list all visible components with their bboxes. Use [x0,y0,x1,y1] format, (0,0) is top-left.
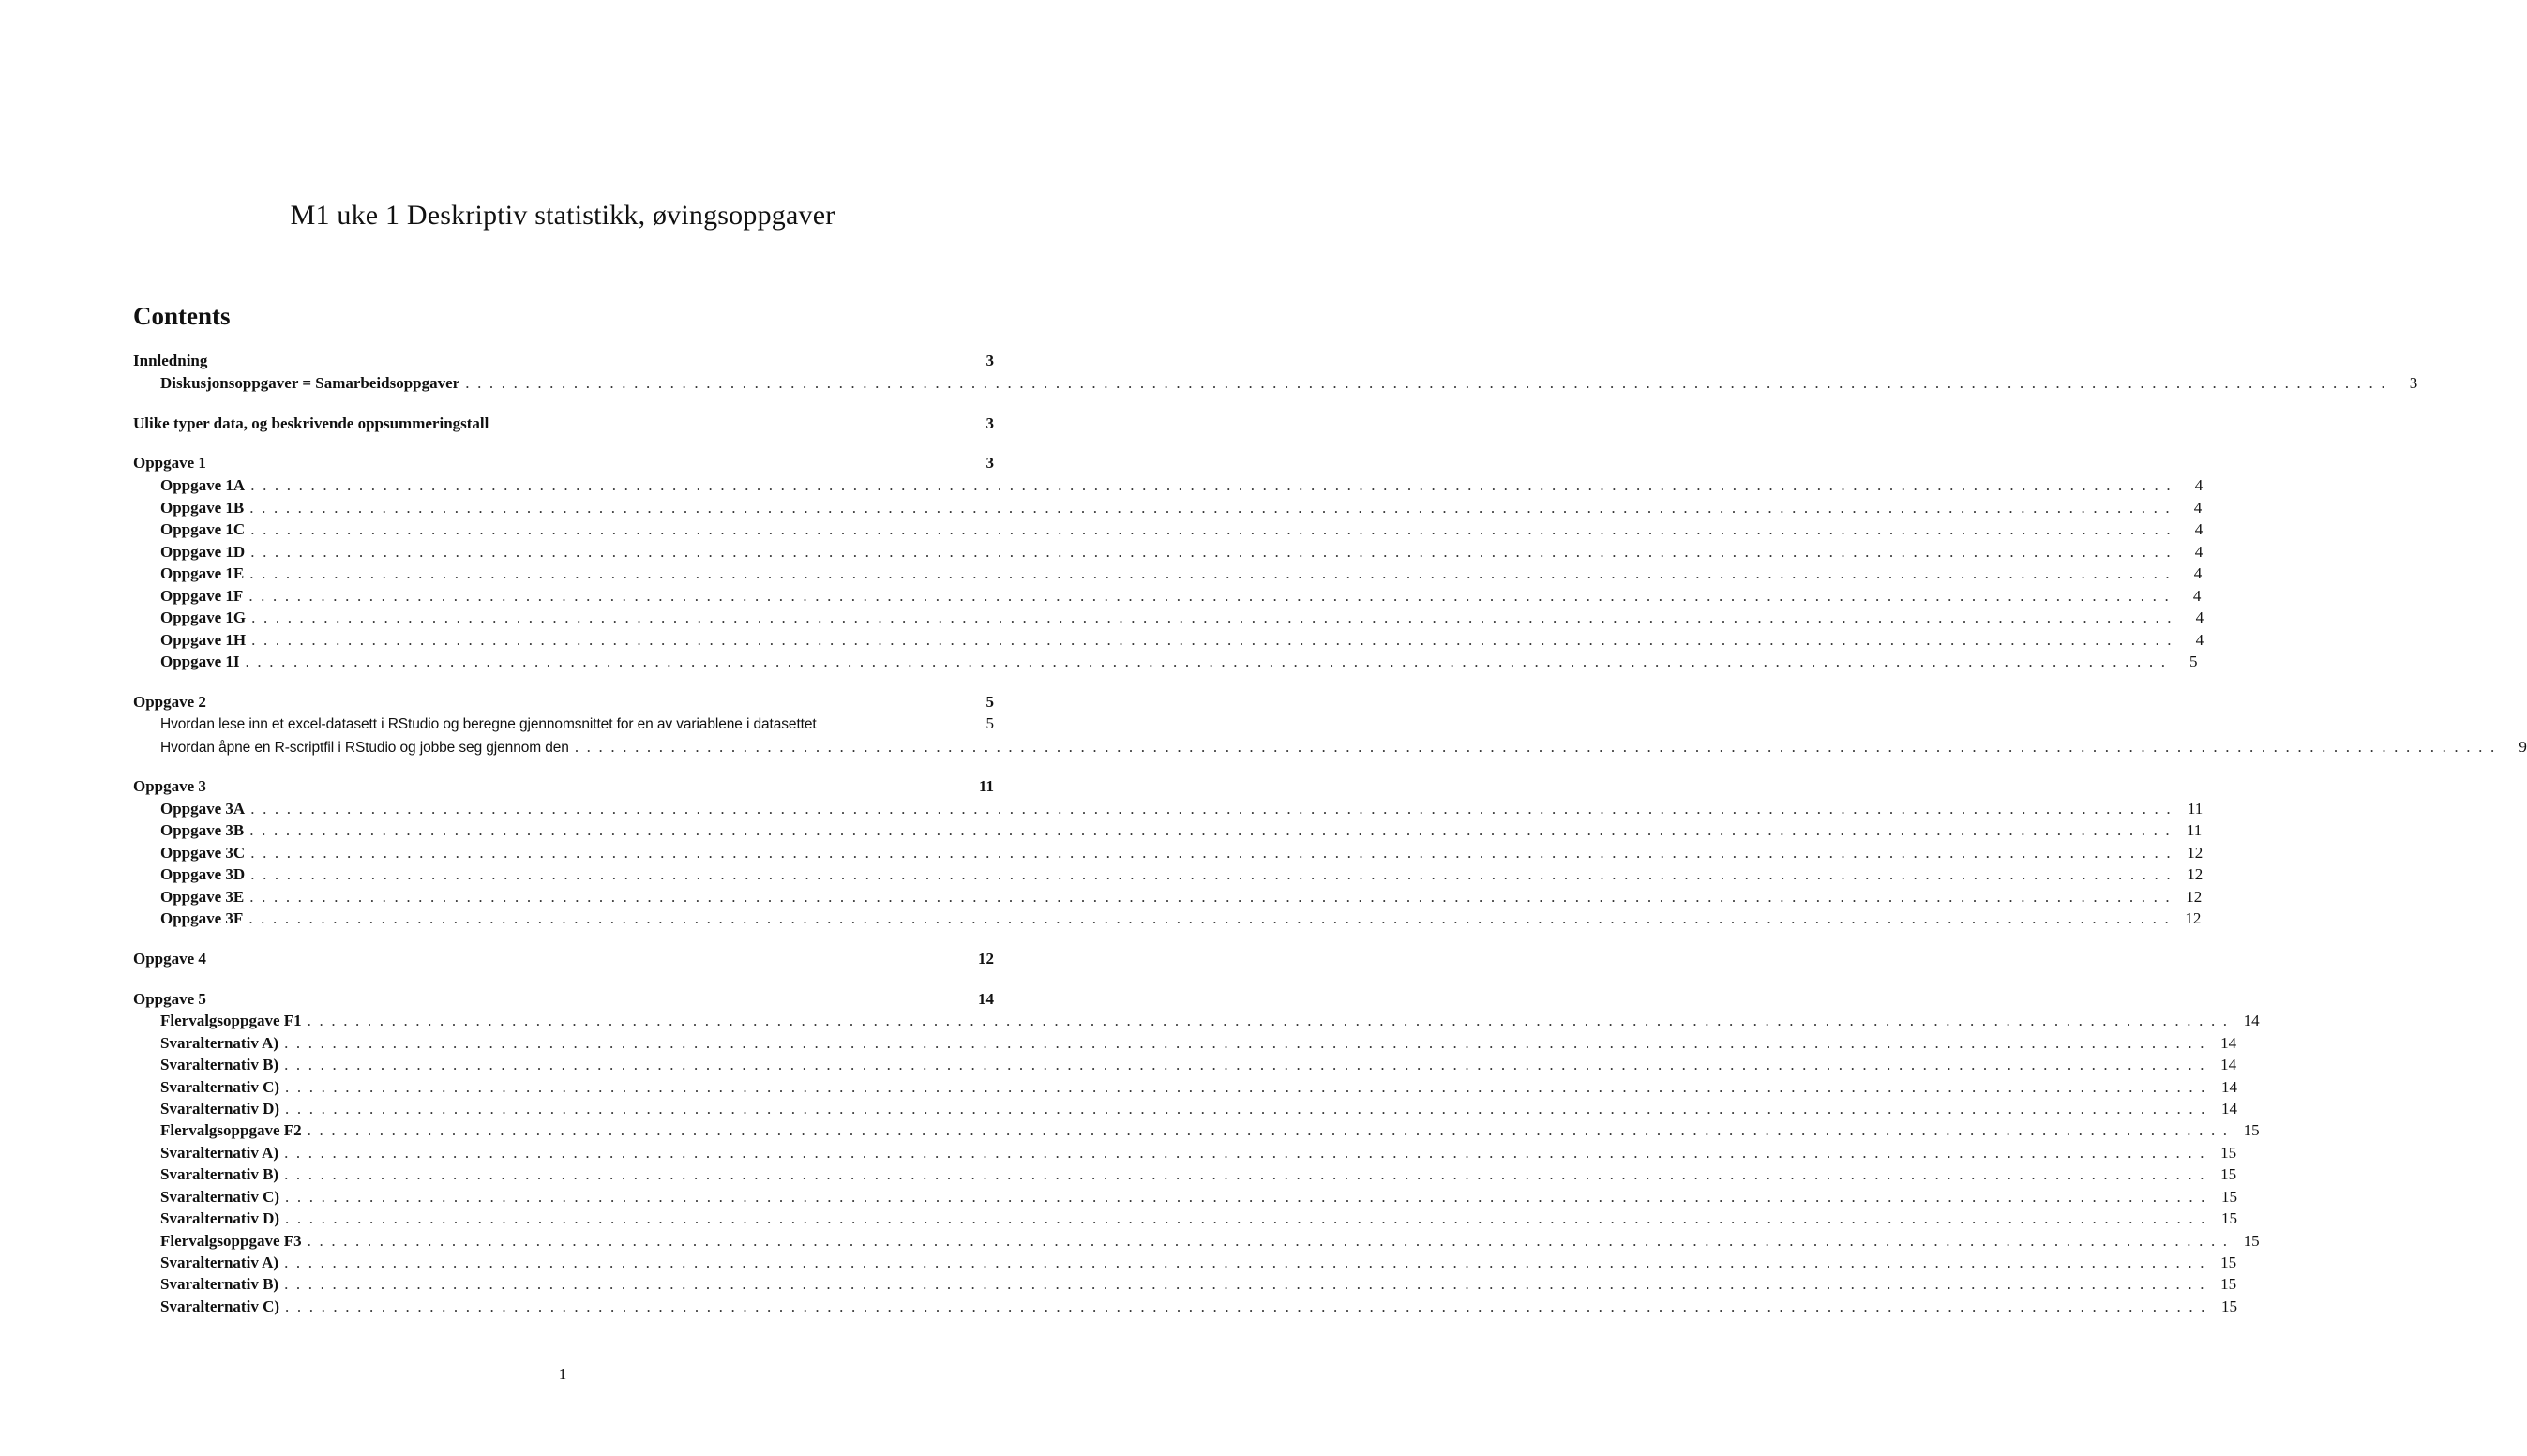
toc-entry-label: Oppgave 1D [160,543,246,561]
toc-dot-leader: ................................................................................................................................................................ [285,1209,2214,1227]
toc-entry-label: Oppgave 1F [160,587,244,605]
toc-entry-label: Svaralternativ D) [160,1100,280,1118]
toc-subsection [133,737,2527,758]
toc-page-number: 11 [2186,821,2203,839]
toc-dot-leader: ................................................................................................................................................................ [284,1144,2213,1162]
toc-dot-leader: ................................................................................................................................................................ [285,1188,2214,1206]
toc-page-number: 15 [2243,1121,2260,1139]
toc-entry-label: Flervalgsoppgave F1 [160,1012,302,1029]
toc-page-number: 4 [2193,564,2203,582]
toc-subsection [133,843,2204,863]
toc-section [133,692,994,713]
toc-entry-label: Oppgave 3D [160,865,246,883]
toc-subsection [133,864,2204,885]
toc-entry-label: Oppgave 3B [160,821,245,839]
toc-page-number: 14 [2220,1056,2237,1073]
toc-page-number: 14 [2221,1100,2238,1118]
toc-page-number: 4 [2195,631,2204,649]
toc-page-number: 15 [2221,1188,2238,1206]
toc-page-number: 5 [985,693,994,711]
toc-subsection [133,820,2203,841]
toc-subsection [133,373,2418,394]
toc-dot-leader: ................................................................................................................................................................ [250,865,2179,883]
toc-section [133,989,994,1010]
toc-dot-leader: ................................................................................................................................................................ [285,1100,2214,1118]
toc-subsection [133,652,2198,672]
toc-entry-label: Diskusjonsoppgaver = Samarbeidsoppgaver [160,374,460,392]
page-number: 1 [558,1365,567,1383]
toc-page-number: 4 [2194,476,2204,494]
toc-dot-leader: ................................................................................................................................................................ [248,909,2177,927]
toc-subsection [133,519,2204,540]
toc-section [133,351,994,371]
toc-dot-leader: ................................................................................................................................................................ [284,1275,2213,1293]
toc-subsection [133,1143,2237,1163]
toc-subsection [133,586,2202,607]
toc-subsection [133,1231,2260,1252]
toc-page-number: 15 [2243,1232,2260,1250]
toc-subsection [133,1055,2237,1075]
contents-heading: Contents [133,302,231,330]
toc-subsection [133,630,2204,651]
toc-page-number: 15 [2220,1253,2237,1271]
toc-entry-label: Oppgave 1 [133,454,206,472]
toc-dot-leader: ................................................................................................................................................................ [284,1034,2213,1052]
toc-subsection [133,1011,2260,1031]
toc-section [133,949,994,969]
toc-page-number: 12 [2187,865,2204,883]
toc-subsection [133,1187,2238,1208]
toc-entry-label: Oppgave 3A [160,800,246,818]
toc-page-number: 5 [985,714,994,732]
toc-page-number: 14 [2221,1078,2238,1096]
toc-dot-leader: ................................................................................................................................................................ [250,476,2179,494]
toc-dot-leader: ................................................................................................................................................................ [249,499,2178,517]
toc-entry-label: Svaralternativ C) [160,1188,280,1206]
toc-entry-label: Oppgave 1H [160,631,247,649]
toc-subsection [133,799,2204,819]
toc-dot-leader: ................................................................................................................................................................ [249,888,2178,906]
document-title: M1 uke 1 Deskriptiv statistikk, øvingsoppgaver [290,200,835,231]
toc-dot-leader: ................................................................................................................................................................ [307,1121,2235,1139]
toc-entry-label: Svaralternativ A) [160,1253,279,1271]
toc-subsection [133,498,2203,518]
toc-entry-label: Hvordan lese inn et excel-datasett i RStudio og beregne gjennomsnittet for en av variablene i datasettet [160,716,817,732]
toc-subsection [133,1208,2238,1229]
toc-dot-leader: ................................................................................................................................................................ [574,738,2503,756]
toc-page-number: 11 [978,777,994,795]
toc-dot-leader: ................................................................................................................................................................ [248,587,2177,605]
toc-entry-label: Oppgave 3E [160,888,245,906]
toc-entry-label: Svaralternativ A) [160,1034,279,1052]
toc-page-number: 11 [2187,800,2204,818]
toc-entry-label: Ulike typer data, og beskrivende oppsummeringstall [133,414,489,432]
toc-page-number: 3 [985,414,994,432]
toc-page-number: 4 [2193,499,2203,517]
toc-entry-label: Oppgave 1C [160,520,246,538]
toc-page-number: 15 [2220,1144,2237,1162]
toc-dot-leader: ................................................................................................................................................................ [251,608,2180,626]
toc-subsection [133,1033,2237,1054]
toc-dot-leader: ................................................................................................................................................................ [250,520,2179,538]
toc-section [133,776,994,797]
toc-entry-label: Oppgave 1G [160,608,247,626]
toc-page-number: 3 [985,352,994,369]
toc-entry-label: Oppgave 4 [133,950,206,968]
toc-entry-label: Svaralternativ B) [160,1056,279,1073]
toc-entry-label: Oppgave 2 [133,693,206,711]
toc-page-number: 4 [2194,543,2204,561]
toc-section [133,453,994,473]
toc-page-number: 15 [2221,1298,2238,1315]
toc-page-number: 4 [2192,587,2202,605]
toc-entry-label: Oppgave 3 [133,777,206,795]
toc-subsection [133,475,2204,496]
toc-page-number: 12 [2186,888,2203,906]
toc-page-number: 14 [2243,1012,2260,1029]
toc-subsection [133,1099,2238,1119]
toc-entry-label: Oppgave 3C [160,844,246,862]
toc-entry-label: Hvordan åpne en R-scriptfil i RStudio og jobbe seg gjennom den [160,740,569,756]
toc-page-number: 15 [2220,1275,2237,1293]
toc-dot-leader: ................................................................................................................................................................ [245,653,2174,670]
toc-subsection [133,542,2204,563]
toc-entry-label: Oppgave 1I [160,653,240,670]
toc-subsection [133,608,2204,628]
toc-subsection [133,713,994,734]
toc-subsection [133,1077,2238,1098]
toc-entry-label: Oppgave 1E [160,564,245,582]
toc-dot-leader: ................................................................................................................................................................ [307,1232,2235,1250]
toc-dot-leader: ................................................................................................................................................................ [250,543,2179,561]
toc-page-number: 12 [978,950,994,968]
toc-dot-leader: ................................................................................................................................................................ [285,1078,2214,1096]
toc-page-number: 3 [2409,374,2418,392]
toc-entry-label: Innledning [133,352,208,369]
toc-dot-leader: ................................................................................................................................................................ [250,844,2179,862]
toc-entry-label: Svaralternativ D) [160,1209,280,1227]
toc-subsection [133,908,2202,929]
toc-subsection [133,1120,2260,1141]
toc-dot-leader: ................................................................................................................................................................ [284,1056,2213,1073]
toc-subsection [133,563,2203,584]
toc-page-number: 14 [2220,1034,2237,1052]
toc-subsection [133,1274,2237,1295]
toc-entry-label: Oppgave 1A [160,476,246,494]
toc-page-number: 14 [978,990,994,1008]
toc-entry-label: Oppgave 3F [160,909,244,927]
toc-dot-leader: ................................................................................................................................................................ [284,1253,2213,1271]
toc-dot-leader: ................................................................................................................................................................ [465,374,2394,392]
toc-dot-leader: ................................................................................................................................................................ [284,1165,2213,1183]
toc-subsection [133,887,2203,908]
toc-entry-label: Oppgave 1B [160,499,245,517]
toc-entry-label: Oppgave 5 [133,990,206,1008]
toc-page-number: 9 [2519,738,2527,756]
toc-page-number: 12 [2187,844,2204,862]
toc-dot-leader: ................................................................................................................................................................ [251,631,2180,649]
toc-page-number: 4 [2195,608,2204,626]
toc-dot-leader: ................................................................................................................................................................ [307,1012,2235,1029]
toc-page-number: 12 [2185,909,2202,927]
toc-section [133,413,994,434]
toc-subsection [133,1297,2238,1317]
toc-entry-label: Svaralternativ C) [160,1298,280,1315]
toc-page-number: 4 [2194,520,2204,538]
toc-entry-label: Svaralternativ C) [160,1078,280,1096]
toc-page-number: 15 [2221,1209,2238,1227]
toc-page-number: 5 [2189,653,2198,670]
toc-dot-leader: ................................................................................................................................................................ [250,800,2179,818]
toc-subsection [133,1253,2237,1273]
toc-page-number: 3 [985,454,994,472]
toc-entry-label: Flervalgsoppgave F2 [160,1121,302,1139]
toc-dot-leader: ................................................................................................................................................................ [249,564,2178,582]
toc-page-number: 15 [2220,1165,2237,1183]
toc-dot-leader: ................................................................................................................................................................ [285,1298,2214,1315]
toc-dot-leader: ................................................................................................................................................................ [249,821,2178,839]
toc-entry-label: Svaralternativ B) [160,1275,279,1293]
toc-entry-label: Flervalgsoppgave F3 [160,1232,302,1250]
toc-subsection [133,1164,2237,1185]
toc-entry-label: Svaralternativ B) [160,1165,279,1183]
toc-entry-label: Svaralternativ A) [160,1144,279,1162]
